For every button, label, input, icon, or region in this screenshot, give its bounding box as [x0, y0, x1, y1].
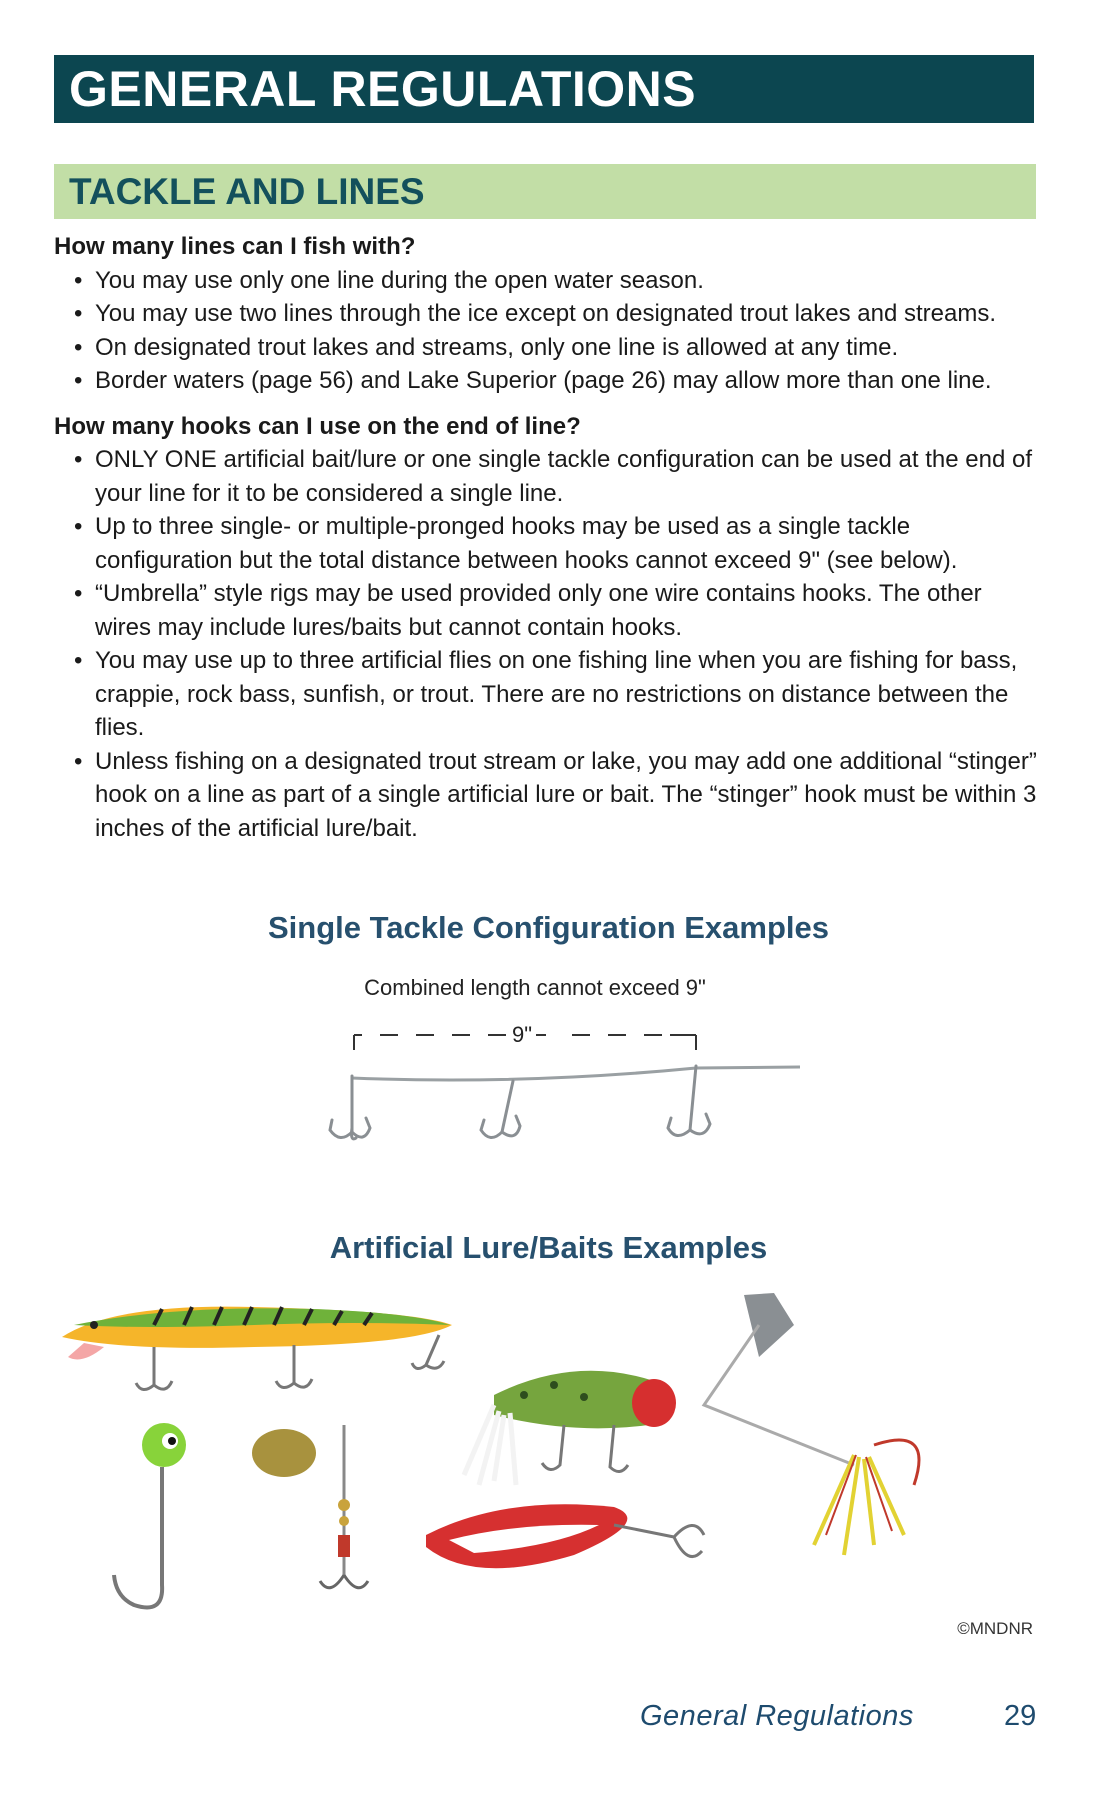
photo-credit: ©MNDNR: [957, 1619, 1033, 1638]
list-item: • You may use up to three artificial flies on one fishing line when you are fishing for bass, crappie, rock bass, sunfish, or trout. There are no restrictions on distance between the flies.: [54, 644, 1044, 745]
tackle-figure-caption: Combined length cannot exceed 9": [364, 975, 706, 1000]
page-number: 29: [1004, 1700, 1037, 1732]
bullet-text: artificial bait/lure or one single tackle configuration can be used at the end of your line for it to be considered a single line.: [95, 446, 1032, 507]
page-title: GENERAL REGULATIONS: [69, 61, 697, 117]
popper-lure-icon: [464, 1371, 676, 1485]
footer-section-name: General Regulations: [640, 1700, 914, 1732]
only-one-emphasis: ONLY ONE: [95, 446, 217, 473]
tackle-rig-illustration: [300, 1010, 820, 1160]
lines-bullet-list: [54, 264, 1044, 398]
treble-hook-icon: [330, 1076, 370, 1139]
list-item: • Border waters (page 56) and Lake Superior (page 26) may allow more than one line.: [54, 364, 1044, 398]
hooks-question: How many hooks can I use on the end of line?: [54, 412, 581, 440]
fishing-line: [352, 1067, 800, 1080]
main-banner: [54, 55, 1034, 123]
list-item: • You may use only one line during the open water season.: [54, 264, 1044, 298]
spinnerbait-icon: [704, 1293, 919, 1555]
regulations-content: [54, 230, 1044, 845]
list-item: • Up to three single- or multiple-pronged hooks may be used as a single tackle configuration but the total distance between hooks cannot exceed 9" (see below).: [54, 510, 1044, 577]
lure-examples-illustration: [54, 1285, 1044, 1630]
list-item: • You may use two lines through the ice except on designated trout lakes and streams.: [54, 297, 1044, 331]
spinner-lure-icon: [252, 1425, 368, 1588]
spoon-lure-icon: [426, 1504, 704, 1568]
lure-figure-title: Artificial Lure/Baits Examples: [329, 1230, 768, 1265]
section-title: TACKLE AND LINES: [69, 171, 425, 212]
list-item: • “Umbrella” style rigs may be used provided only one wire contains hooks. The other wires may include lures/baits but cannot contain hooks.: [54, 577, 1044, 644]
measurement-label: 9": [511, 1022, 533, 1047]
minnow-lure-icon: [62, 1307, 452, 1390]
list-item: • Unless fishing on a designated trout stream or lake, you may add one additional “stinger” hook on a line as part of a single artificial lure or bait. The “stinger” hook must be within 3 inches of the artificial lure/bait.: [54, 745, 1044, 846]
tackle-figure-title: Single Tackle Configuration Examples: [268, 910, 829, 945]
treble-hook-icon: [481, 1081, 520, 1138]
treble-hook-icon: [668, 1066, 710, 1136]
hooks-bullet-list: [54, 443, 1044, 845]
list-item: [54, 443, 1044, 510]
lines-question: How many lines can I fish with?: [54, 233, 416, 260]
section-banner: [54, 164, 1036, 219]
jig-head-icon: [114, 1423, 186, 1608]
list-item: • On designated trout lakes and streams, only one line is allowed at any time.: [54, 331, 1044, 365]
